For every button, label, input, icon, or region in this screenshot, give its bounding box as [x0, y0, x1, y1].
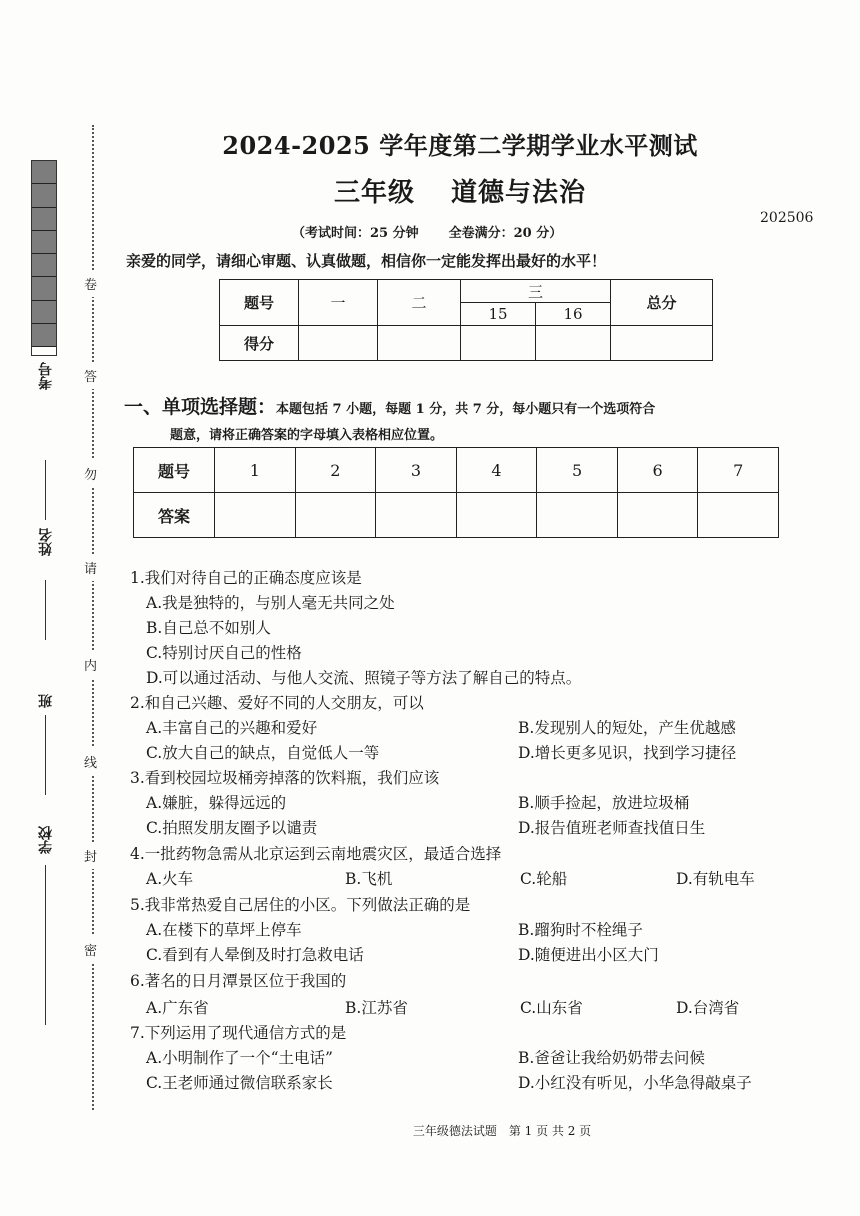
- question-stem: 5.我非常热爱自己居住的小区。下列做法正确的是: [130, 896, 471, 914]
- option: A.火车: [146, 870, 194, 888]
- score-cell[interactable]: [536, 326, 611, 361]
- option: C.轮船: [520, 870, 568, 888]
- answer-cell[interactable]: [698, 493, 779, 538]
- question-number: 7: [698, 448, 779, 493]
- option: B.江苏省: [345, 999, 408, 1017]
- option: D.增长更多见识，找到学习捷径: [518, 744, 737, 762]
- class-label: 班: [38, 694, 54, 708]
- question-number: 2: [295, 448, 376, 493]
- question-stem: 6.著名的日月潭景区位于我国的: [130, 972, 347, 990]
- score-col-2: 二: [378, 280, 461, 326]
- seal-char: 密: [84, 936, 97, 963]
- option: C.放大自己的缺点，自觉低人一等: [146, 744, 380, 762]
- option: D.小红没有听见，小华急得敲桌子: [518, 1074, 752, 1092]
- score-table: [219, 279, 713, 361]
- question-stem: 3.看到校园垃圾桶旁掉落的饮料瓶，我们应该: [130, 769, 440, 787]
- seal-char: 勿: [84, 460, 97, 487]
- answer-table: [133, 447, 779, 538]
- option: D.可以通过活动、与他人交流、照镜子等方法了解自己的特点。: [146, 669, 582, 687]
- option: A.嫌脏，躲得远远的: [146, 794, 287, 812]
- exam-code: 202506: [760, 210, 814, 226]
- section-heading: [124, 392, 655, 419]
- name-underline: [45, 460, 46, 520]
- class-underline-top: [45, 580, 46, 640]
- score-col-3: 三: [461, 280, 611, 303]
- section-title: 一、单项选择题：: [124, 396, 277, 418]
- seal-char: 线: [84, 748, 97, 775]
- seal-char: 卷: [84, 270, 97, 297]
- score-cell[interactable]: [461, 326, 536, 361]
- answer-cell[interactable]: [617, 493, 698, 538]
- exam-time: （考试时间：25 分钟: [292, 226, 419, 241]
- answer-cell[interactable]: [376, 493, 457, 538]
- option: B.爸爸让我给奶奶带去问候: [518, 1049, 705, 1067]
- answer-row-label: 题号: [134, 448, 215, 493]
- answer-cell[interactable]: [295, 493, 376, 538]
- option: D.有轨电车: [676, 870, 755, 888]
- subject-label: 道德与法治: [451, 178, 587, 208]
- class-underline: [45, 715, 46, 795]
- question-stem: 4.一批药物急需从北京运到云南地震灾区，最适合选择: [130, 845, 502, 863]
- option: D.台湾省: [676, 999, 740, 1017]
- seal-char: 内: [84, 651, 97, 678]
- option: C.看到有人晕倒及时打急救电话: [146, 946, 364, 964]
- question-number: 4: [456, 448, 537, 493]
- score-sub-col-16: 16: [536, 303, 611, 326]
- question-stem: 1.我们对待自己的正确态度应该是: [130, 569, 362, 587]
- answer-row-label: 答案: [134, 493, 215, 538]
- page-footer: 三年级德法试题 第 1 页 共 2 页: [412, 1124, 592, 1138]
- option: A.在楼下的草坪上停车: [146, 921, 302, 939]
- question-number: 6: [617, 448, 698, 493]
- question-stem: 7.下列运用了现代通信方式的是: [130, 1024, 347, 1042]
- greeting: 亲爱的同学，请细心审题、认真做题，相信你一定能发挥出最好的水平！: [126, 252, 607, 270]
- option: A.小明制作了一个“土电话”: [146, 1049, 333, 1067]
- option: D.报告值班老师查找值日生: [518, 819, 706, 837]
- option: B.飞机: [345, 870, 393, 888]
- exam-subtitle: [0, 172, 860, 209]
- score-row-label: 得分: [220, 326, 299, 361]
- score-sub-col-15: 15: [461, 303, 536, 326]
- exam-title: 2024-2025 学年度第二学期学业水平测试: [222, 131, 698, 160]
- option: C.王老师通过微信联系家长: [146, 1074, 333, 1092]
- option: D.随便进出小区大门: [518, 946, 659, 964]
- question-number: 3: [376, 448, 457, 493]
- full-score: 全卷满分：20 分）: [448, 226, 563, 241]
- question-number: 1: [215, 448, 296, 493]
- score-cell[interactable]: [299, 326, 378, 361]
- seal-char: 答: [84, 362, 97, 389]
- score-col-label: 题号: [220, 280, 299, 326]
- exam-number-label: 考号: [38, 362, 54, 390]
- score-total-label: 总分: [611, 280, 713, 326]
- section-desc-2: 题意，请将正确答案的字母填入表格相应位置。: [170, 428, 444, 443]
- score-cell[interactable]: [378, 326, 461, 361]
- option: C.特别讨厌自己的性格: [146, 644, 302, 662]
- name-label: 姓名: [38, 528, 54, 556]
- question-number: 5: [537, 448, 618, 493]
- option: C.拍照发朋友圈予以谴责: [146, 819, 318, 837]
- exam-info: [292, 222, 562, 241]
- score-cell[interactable]: [611, 326, 713, 361]
- score-col-1: 一: [299, 280, 378, 326]
- option: B.自己总不如别人: [146, 619, 271, 637]
- section-desc-1: 本题包括 7 小题，每题 1 分，共 7 分，每小题只有一个选项符合: [276, 402, 656, 417]
- grade-label: 三年级: [333, 178, 415, 208]
- option: C.山东省: [520, 999, 583, 1017]
- seal-char: 请: [84, 554, 97, 581]
- question-stem: 2.和自己兴趣、爱好不同的人交朋友，可以: [130, 694, 424, 712]
- seal-char: 封: [84, 842, 97, 869]
- answer-cell[interactable]: [215, 493, 296, 538]
- option: A.我是独特的，与别人毫无共同之处: [146, 594, 395, 612]
- school-underline: [45, 865, 46, 1025]
- option: A.广东省: [146, 999, 209, 1017]
- option: B.发现别人的短处，产生优越感: [518, 719, 736, 737]
- option: B.顺手捡起，放进垃圾桶: [518, 794, 690, 812]
- option: A.丰富自己的兴趣和爱好: [146, 719, 318, 737]
- answer-cell[interactable]: [456, 493, 537, 538]
- school-label: 学校: [38, 826, 54, 854]
- answer-cell[interactable]: [537, 493, 618, 538]
- option: B.蹓狗时不栓绳子: [518, 921, 643, 939]
